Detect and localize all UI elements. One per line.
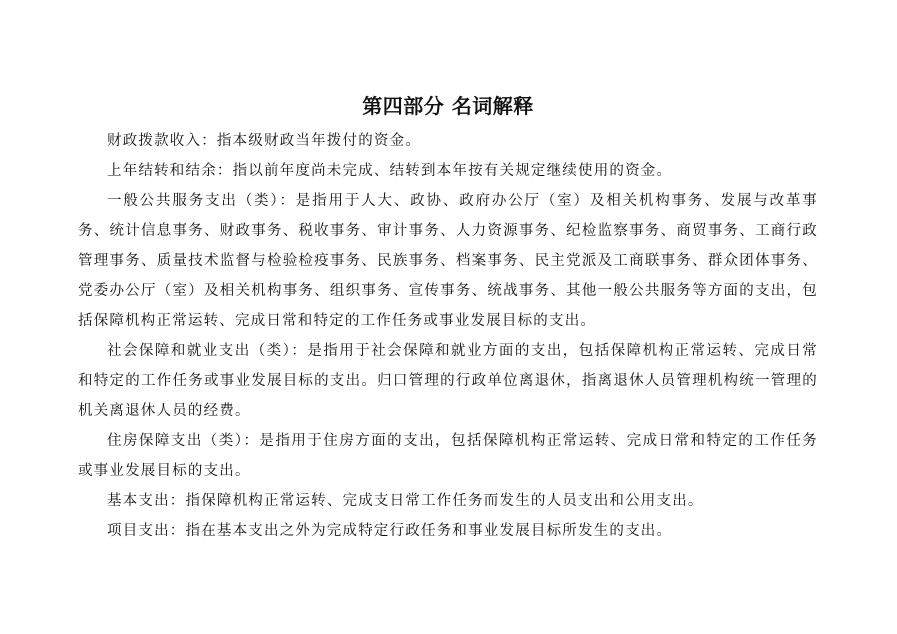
definition-prior-year-carryover: 上年结转和结余：指以前年度尚未完成、结转到本年按有关规定继续使用的资金。 (107, 163, 673, 179)
definition-social-security-employment: 社会保障和就业支出（类）：是指用于社会保障和就业方面的支出，包括保障机构正常运转、完成日常和特定的工作任务或事业发展目标的支出。归口管理的行政单位离退休，指离退休人员管理机构统一管理的机关离退休人员的经费。 (78, 343, 818, 419)
document-page (78, 92, 818, 546)
page-title: 第四部分 名词解释 (362, 94, 534, 118)
definition-basic-expenditure: 基本支出：指保障机构正常运转、完成支日常工作任务而发生的人员支出和公用支出。 (107, 493, 704, 509)
definition-project-expenditure: 项目支出：指在基本支出之外为完成特定行政任务和事业发展目标所发生的支出。 (107, 523, 673, 539)
definition-fiscal-appropriation-income: 财政拨款收入：指本级财政当年拨付的资金。 (107, 133, 421, 149)
definition-general-public-services: 一般公共服务支出（类）：是指用于人大、政协、政府办公厅（室）及相关机构事务、发展与改革事务、统计信息事务、财政事务、税收事务、审计事务、人力资源事务、纪检监察事务、商贸事务、工商行政管理事务、质量技术监督与检验检疫事务、民族事务、档案事务、民主党派及工商联事务、群众团体事务、党委办公厅（室）及相关机构事务、组织事务、宣传事务、统战事务、其他一般公共服务等方面的支出，包括保障机构正常运转、完成日常和特定的工作任务或事业发展目标的支出。 (78, 193, 818, 329)
definition-housing-security: 住房保障支出（类）：是指用于住房方面的支出，包括保障机构正常运转、完成日常和特定的工作任务或事业发展目标的支出。 (78, 433, 818, 479)
